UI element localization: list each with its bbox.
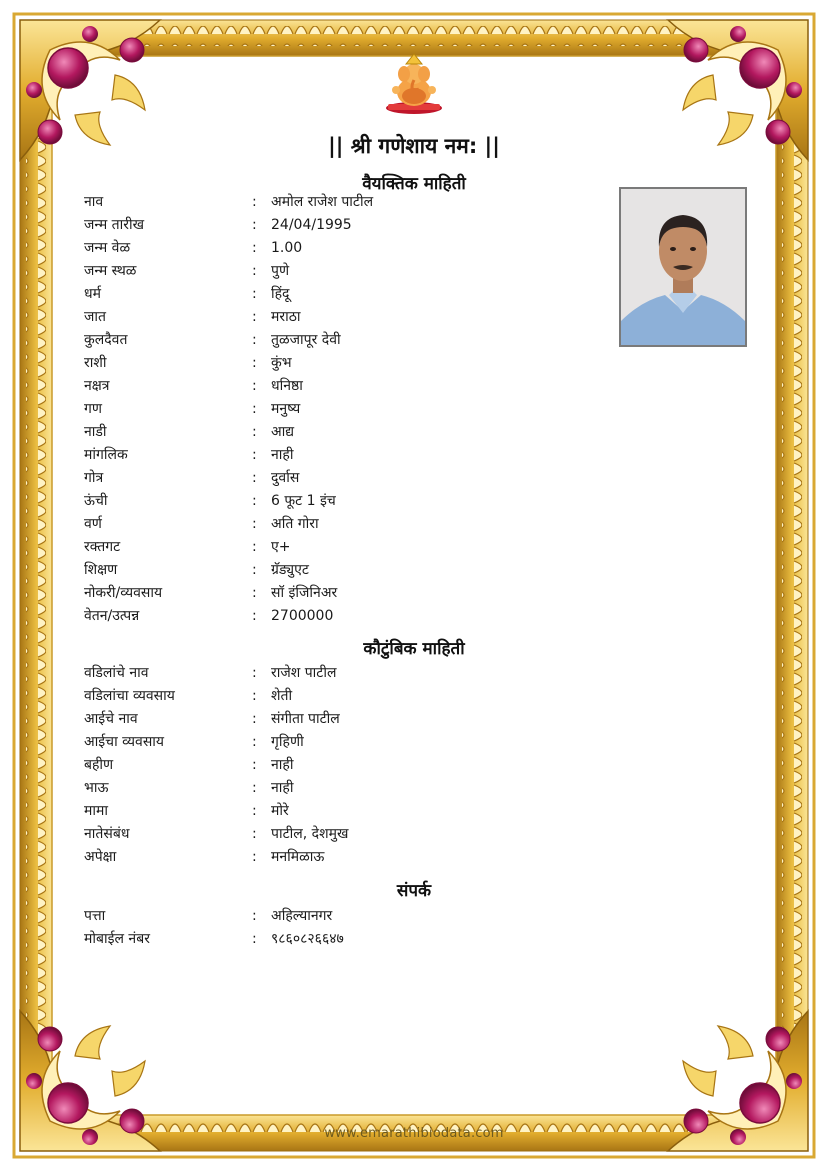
field-label: मांगलिक xyxy=(84,447,128,463)
field-label: नातेसंबंध xyxy=(84,826,130,842)
separator: : xyxy=(252,447,257,463)
separator: : xyxy=(252,711,257,727)
field-label: रक्तगट xyxy=(84,539,121,555)
separator: : xyxy=(252,608,257,624)
separator: : xyxy=(252,194,257,210)
field-label: आईचे नाव xyxy=(84,711,138,727)
field-value: ९८६०८२६६४७ xyxy=(271,931,344,947)
field-label: वेतन/उत्पन्न xyxy=(84,608,140,624)
field-label: गण xyxy=(84,401,103,417)
separator: : xyxy=(252,665,257,681)
field-label: जन्म वेळ xyxy=(84,240,131,256)
separator: : xyxy=(252,309,257,325)
ganesha-icon xyxy=(384,52,444,116)
family-section-title: कौटुंबिक माहिती xyxy=(363,639,465,659)
separator: : xyxy=(252,803,257,819)
field-label: ऊंची xyxy=(84,493,108,509)
field-value: नाही xyxy=(271,757,294,773)
separator: : xyxy=(252,263,257,279)
field-label: धर्म xyxy=(84,286,101,302)
separator: : xyxy=(252,332,257,348)
field-label: नोकरी/व्यवसाय xyxy=(84,585,163,601)
separator: : xyxy=(252,826,257,842)
field-value: मोरे xyxy=(271,803,289,819)
separator: : xyxy=(252,562,257,578)
field-label: मोबाईल नंबर xyxy=(84,931,150,947)
separator: : xyxy=(252,493,257,509)
separator: : xyxy=(252,849,257,865)
field-value: शेती xyxy=(271,688,293,704)
field-label: आईचा व्यवसाय xyxy=(84,734,165,750)
separator: : xyxy=(252,286,257,302)
field-label: गोत्र xyxy=(84,470,104,486)
field-value: ए+ xyxy=(271,539,291,555)
footer-website-link[interactable]: www.emarathibiodata.com xyxy=(324,1126,504,1141)
field-label: भाऊ xyxy=(84,780,109,796)
separator: : xyxy=(252,539,257,555)
separator: : xyxy=(252,734,257,750)
separator: : xyxy=(252,931,257,947)
field-value: धनिष्ठा xyxy=(271,378,303,394)
field-value: 6 फूट 1 इंच xyxy=(271,493,336,509)
field-label: राशी xyxy=(84,355,107,371)
field-label: जन्म तारीख xyxy=(84,217,145,233)
separator: : xyxy=(252,424,257,440)
personal-section-title: वैयक्तिक माहिती xyxy=(362,174,466,194)
separator: : xyxy=(252,908,257,924)
field-value: नाही xyxy=(271,447,294,463)
field-label: नाव xyxy=(84,194,104,210)
separator: : xyxy=(252,240,257,256)
separator: : xyxy=(252,470,257,486)
separator: : xyxy=(252,757,257,773)
field-value: मराठा xyxy=(271,309,301,325)
field-value: मनमिळाऊ xyxy=(271,849,325,865)
field-label: जन्म स्थळ xyxy=(84,263,137,279)
field-label: वर्ण xyxy=(84,516,102,532)
field-label: बहीण xyxy=(84,757,114,773)
separator: : xyxy=(252,355,257,371)
field-label: शिक्षण xyxy=(84,562,118,578)
separator: : xyxy=(252,378,257,394)
field-label: वडिलांचे नाव xyxy=(84,665,149,681)
field-label: नक्षत्र xyxy=(84,378,110,394)
contact-section-title: संपर्क xyxy=(396,881,432,901)
field-value: अति गोरा xyxy=(271,516,319,532)
invocation-heading: || श्री गणेशाय नम: || xyxy=(328,134,500,158)
profile-photo xyxy=(619,187,747,347)
field-value: दुर्वास xyxy=(271,470,300,486)
field-value: संगीता पाटील xyxy=(271,711,340,727)
field-value: आद्य xyxy=(271,424,295,440)
field-label: जात xyxy=(84,309,106,325)
field-label: मामा xyxy=(84,803,108,819)
separator: : xyxy=(252,780,257,796)
field-label: पत्ता xyxy=(84,908,106,924)
field-value: 1.00 xyxy=(271,240,303,256)
field-label: नाडी xyxy=(84,424,107,440)
field-value: अमोल राजेश पाटील xyxy=(271,194,374,210)
field-value: 24/04/1995 xyxy=(271,217,352,233)
separator: : xyxy=(252,401,257,417)
field-value: गृहिणी xyxy=(271,734,304,750)
field-label: वडिलांचा व्यवसाय xyxy=(84,688,175,704)
field-value: पाटील, देशमुख xyxy=(271,826,349,842)
separator: : xyxy=(252,217,257,233)
field-label: अपेक्षा xyxy=(84,849,117,865)
field-value: कुंभ xyxy=(271,355,292,371)
separator: : xyxy=(252,516,257,532)
field-value: सॉ इंजिनिअर xyxy=(271,585,338,601)
field-value: पुणे xyxy=(271,263,290,279)
field-value: अहिल्यानगर xyxy=(271,908,333,924)
field-value: तुळजापूर देवी xyxy=(271,332,341,348)
field-value: मनुष्य xyxy=(271,401,301,417)
field-value: 2700000 xyxy=(271,608,334,624)
field-value: राजेश पाटील xyxy=(271,665,337,681)
field-value: हिंदू xyxy=(271,286,290,302)
separator: : xyxy=(252,585,257,601)
field-label: कुलदैवत xyxy=(84,332,128,348)
field-value: ग्रॅड्युएट xyxy=(271,562,309,578)
field-value: नाही xyxy=(271,780,294,796)
separator: : xyxy=(252,688,257,704)
